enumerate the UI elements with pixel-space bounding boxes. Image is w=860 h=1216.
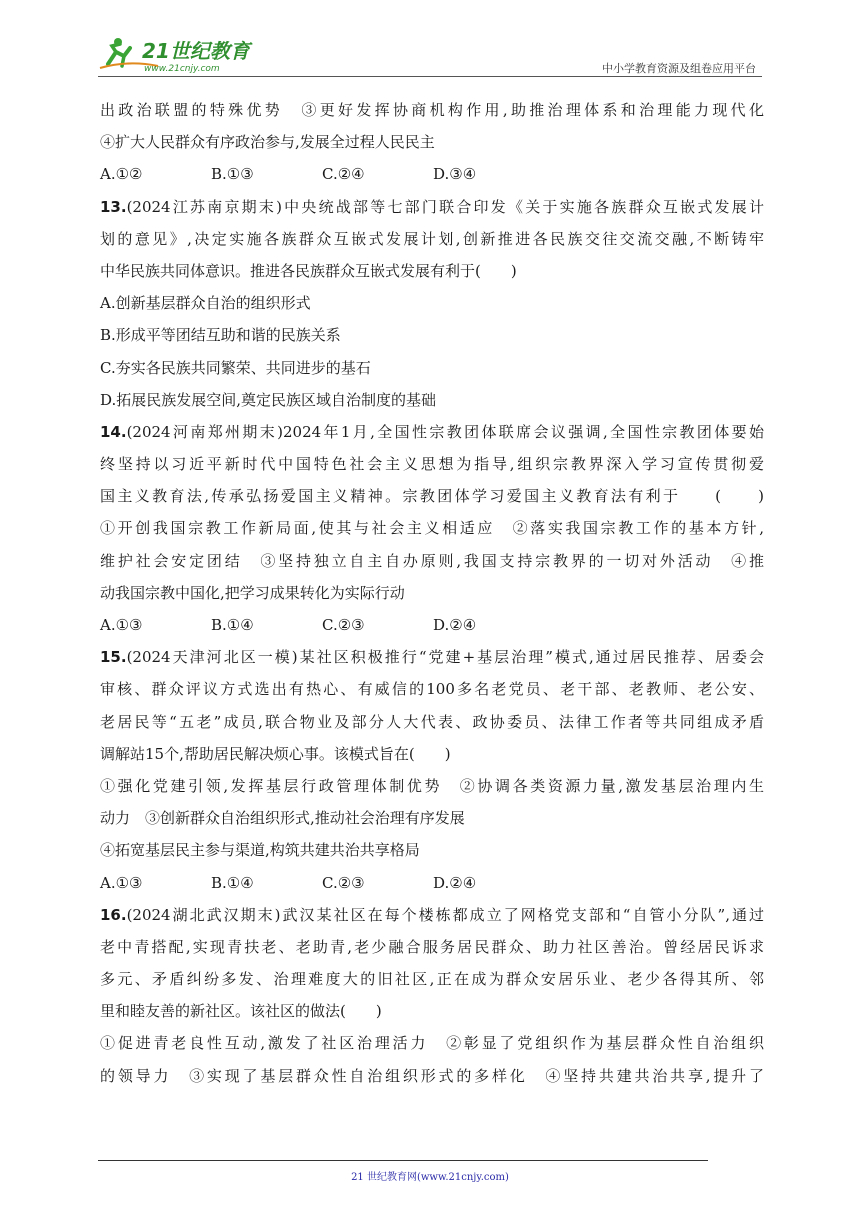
answer-options [100,609,764,641]
line-text: ④拓宽基层民主参与渠道,构筑共建共治共享格局 [100,841,420,860]
line-text: ④扩大人民群众有序政治参与,发展全过程人民民主 [100,133,435,152]
line-text: (2024河南郑州期末)2024年1月,全国性宗教团体联席会议强调,全国性宗教团体要始 [126,422,764,441]
text-line [100,448,764,480]
question-stem-line [100,899,764,931]
text-line [100,706,764,738]
site-logo [98,34,268,74]
line-text: 动力 ③创新群众自治组织形式,推动社会治理有序发展 [100,809,465,828]
question-number: 15. [100,648,127,667]
line-text: 维护社会安定团结 ③坚持独立自主自办原则,我国支持宗教界的一切对外活动 ④推 [100,551,764,570]
logo-title: 21世纪教育 [142,39,250,63]
line-text: B.形成平等团结互助和谐的民族关系 [100,326,341,345]
line-text: ①强化党建引领,发挥基层行政管理体制优势 ②协调各类资源力量,激发基层治理内生 [100,776,764,795]
header-divider [98,76,762,77]
text-line [100,384,764,416]
page-header [98,30,762,80]
line-text: 老中青搭配,实现青扶老、老助青,老少融合服务居民群众、助力社区善治。曾经居民诉求 [100,937,764,956]
text-line [100,770,764,802]
question-number: 14. [100,422,127,441]
text-line [100,963,764,995]
line-text: (2024江苏南京期末)中央统战部等七部门联合印发《关于实施各族群众互嵌式发展计 [126,197,764,216]
text-line [100,738,764,770]
answer-option: C.②③ [322,616,365,634]
line-text: C.夯实各民族共同繁荣、共同进步的基石 [100,358,371,377]
answer-option: B.①④ [211,616,254,634]
line-text: ①促进青老良性互动,激发了社区治理活力 ②彰显了党组织作为基层群众性自治组织 [100,1034,764,1053]
text-line [100,319,764,351]
text-line [100,931,764,963]
answer-options [100,867,764,899]
footer-divider [98,1160,708,1161]
line-text: 调解站15个,帮助居民解决烦心事。该模式旨在( ) [100,744,451,763]
line-text: 老居民等“五老”成员,联合物业及部分人大代表、政协委员、法律工作者等共同组成矛盾 [100,712,764,731]
text-line [100,545,764,577]
line-text: 出政治联盟的特殊优势 ③更好发挥协商机构作用,助推治理体系和治理能力现代化 [100,101,764,119]
document-body [100,94,764,1092]
answer-options [100,158,764,190]
text-line [100,673,764,705]
answer-option: D.②④ [433,616,477,634]
line-text: 中华民族共同体意识。推进各民族群众互嵌式发展有利于( ) [100,261,517,280]
line-text: 动我国宗教中国化,把学习成果转化为实际行动 [100,583,405,602]
line-text: 里和睦友善的新社区。该社区的做法( ) [100,1002,382,1021]
line-text: D.拓展民族发展空间,奠定民族区域自治制度的基础 [100,390,437,409]
line-text: (2024天津河北区一模)某社区积极推行“党建+基层治理”模式,通过居民推荐、居委会 [126,648,764,667]
answer-option: A.①② [100,165,143,184]
text-line [100,126,764,158]
text-line [100,352,764,384]
line-text: A.创新基层群众自治的组织形式 [100,294,311,313]
line-text: 终坚持以习近平新时代中国特色社会主义思想为指导,组织宗教界深入学习宣传贯彻爱 [100,455,764,474]
line-text: 多元、矛盾纠纷多发、治理难度大的旧社区,正在成为群众安居乐业、老少各得其所、邻 [100,970,764,989]
platform-name: 中小学教育资源及组卷应用平台 [602,62,756,75]
question-stem-line [100,191,764,223]
text-line [100,255,764,287]
question-stem-line [100,641,764,673]
line-text: ①开创我国宗教工作新局面,使其与社会主义相适应 ②落实我国宗教工作的基本方针, [100,519,764,538]
question-number: 13. [100,197,127,216]
text-line [100,834,764,866]
answer-option: A.①③ [100,616,143,634]
text-line [100,1027,764,1059]
line-text: 国主义教育法,传承弘扬爱国主义精神。宗教团体学习爱国主义教育法有利于 ( ) [100,487,764,506]
answer-option: A.①③ [100,873,143,892]
answer-option: B.①④ [211,873,254,892]
answer-option: C.②③ [322,873,365,892]
line-text: 的领导力 ③实现了基层群众性自治组织形式的多样化 ④坚持共建共治共享,提升了 [100,1066,764,1085]
text-line [100,480,764,512]
text-line [100,94,764,126]
line-text: 划的意见》,决定实施各族群众互嵌式发展计划,创新推进各民族交往交流交融,不断铸牢 [100,229,764,248]
line-text: (2024湖北武汉期末)武汉某社区在每个楼栋都成立了网格党支部和“自管小分队”,通过 [126,905,764,924]
answer-option: B.①③ [211,165,254,184]
text-line [100,1060,764,1092]
text-line [100,802,764,834]
text-line [100,223,764,255]
question-number: 16. [100,905,127,924]
runner-logo-icon [98,34,268,74]
answer-option: C.②④ [322,165,365,184]
line-text: 审核、群众评议方式选出有热心、有威信的100多名老党员、老干部、老教师、老公安、 [100,680,764,699]
text-line [100,995,764,1027]
page-footer: 21 世纪教育网(www.21cnjy.com) [351,1172,509,1183]
text-line [100,577,764,609]
answer-option: D.③④ [433,165,477,184]
text-line [100,287,764,319]
text-line [100,512,764,544]
answer-option: D.②④ [433,873,477,892]
question-stem-line [100,416,764,448]
logo-url: www.21cnjy.com [144,64,220,74]
